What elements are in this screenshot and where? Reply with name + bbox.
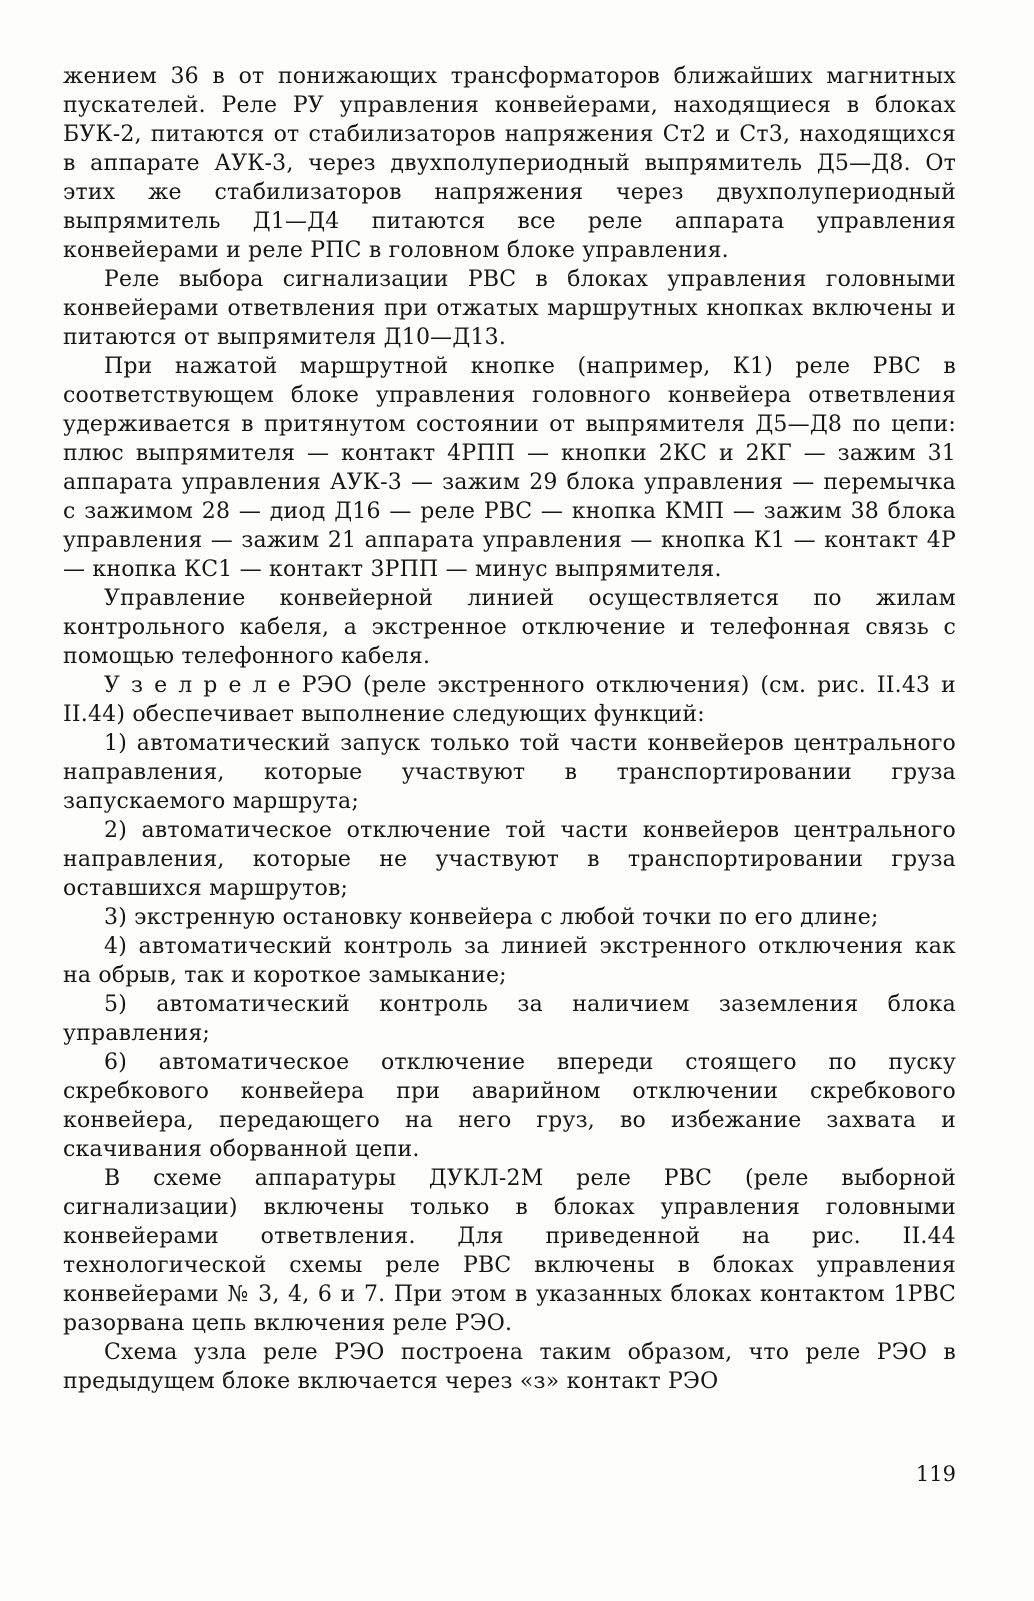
list-item-1: 1) автоматический запуск только той части конвейеров центрального направления, которые участвуют в транспортировании груза запускаемого маршрута; xyxy=(63,731,956,814)
body-text xyxy=(63,62,956,1396)
list-item-4: 4) автоматический контроль за линией экстренного отключения как на обрыв, так и короткое замыкание; xyxy=(63,934,956,988)
paragraph-continuation: жением 36 в от понижающих трансформаторов ближайших магнитных пускателей. Реле РУ управления конвейерами, находящиеся в блоках БУК-2, питаются от стабилизаторов напряжения Ст2 и Ст3, находящихся в аппарате АУК-3, через двухполупериодный выпрямитель Д5—Д8. От этих же стабилизаторов напряжения через двухполупериодный выпрямитель Д1—Д4 питаются все реле аппарата управления конвейерами и реле РПС в головном блоке управления. xyxy=(63,64,956,263)
list-item-5: 5) автоматический контроль за наличием заземления блока управления; xyxy=(63,992,956,1046)
paragraph-dukl-scheme: В схеме аппаратуры ДУКЛ-2М реле РВС (реле выборной сигнализации) включены только в блоках управления головными конвейерами ответвления. Для приведенной на рис. II.44 технологической схемы реле РВС включены в блоках управления конвейерами № 3, 4, 6 и 7. При этом в указанных блоках контактом 1РВС разорвана цепь включения реле РЭО. xyxy=(63,1166,956,1336)
paragraph-rvs-relay: Реле выбора сигнализации РВС в блоках управления головными конвейерами ответвления при отжатых маршрутных кнопках включены и питаются от выпрямителя Д10—Д13. xyxy=(63,267,956,350)
paragraph-control-line: Управление конвейерной линией осуществляется по жилам контрольного кабеля, а экстренное отключение и телефонная связь с помощью телефонного кабеля. xyxy=(63,586,956,669)
paragraph-reo-scheme: Схема узла реле РЭО построена таким образом, что реле РЭО в предыдущем блоке включается через «з» контакт РЭО xyxy=(63,1340,956,1394)
list-item-2: 2) автоматическое отключение той части конвейеров центрального направления, которые не участвуют в транспортировании груза оставшихся маршрутов; xyxy=(63,818,956,901)
list-item-6: 6) автоматическое отключение впереди стоящего по пуску скребкового конвейера при аварийном отключении скребкового конвейера, передающего на него груз, во избежание захвата и скачивания оборванной цепи. xyxy=(63,1050,956,1162)
paragraph-reo-node: У з е л р е л е РЭО (реле экстренного отключения) (см. рис. II.43 и II.44) обеспечивает выполнение следующих функций: xyxy=(63,673,956,727)
paragraph-route-button: При нажатой маршрутной кнопке (например, К1) реле РВС в соответствующем блоке управления головного конвейера ответвления удерживается в притянутом состоянии от выпрямителя Д5—Д8 по цепи: плюс выпрямителя — контакт 4РПП — кнопки 2КС и 2КГ — зажим 31 аппарата управления АУК-3 — зажим 29 блока управления — перемычка с зажимом 28 — диод Д16 — реле РВС — кнопка КМП — зажим 38 блока управления — зажим 21 аппарата управления — кнопка К1 — контакт 4Р — кнопка КС1 — контакт 3РПП — минус выпрямителя. xyxy=(63,354,956,582)
list-item-3: 3) экстренную остановку конвейера с любой точки по его длине; xyxy=(104,905,879,930)
page-number: 119 xyxy=(915,1462,956,1486)
